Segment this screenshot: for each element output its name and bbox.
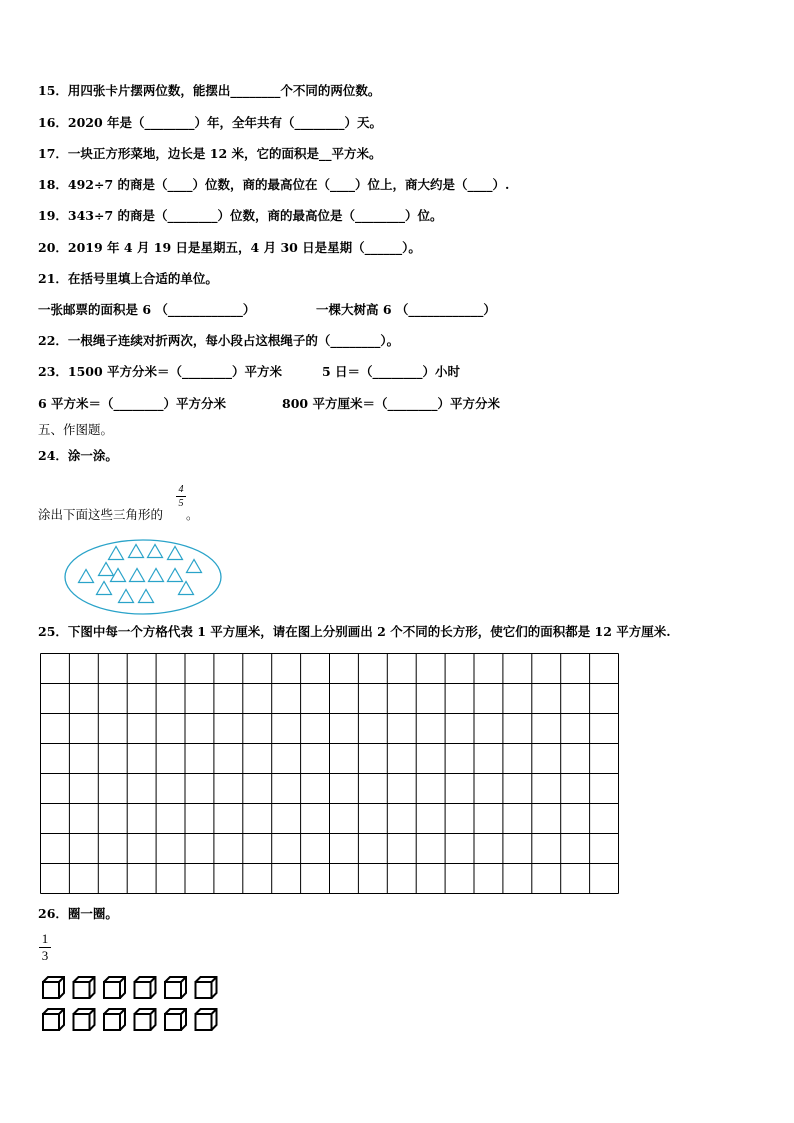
cube-icon <box>165 1009 186 1030</box>
question-25: 25．下图中每一个方格代表 1 平方厘米，请在图上分别画出 2 个不同的长方形，使它们的面积都是 12 平方厘米. <box>38 624 671 639</box>
question-18: 18．492÷7 的商是（____）位数，商的最高位在（____）位上，商大约是（____）. <box>38 177 510 192</box>
question-16: 16．2020 年是（________）年，全年共有（________）天。 <box>38 115 383 130</box>
cube-icon <box>196 1009 217 1030</box>
triangle-shape <box>130 569 145 582</box>
fraction-one-third <box>39 932 51 963</box>
question-23-d: 800 平方厘米＝（________）平方分米 <box>282 396 500 411</box>
question-21-stamp: 一张邮票的面积是 6 （____________） <box>38 302 256 317</box>
cube-icon <box>43 977 64 998</box>
question-23-a: 23．1500 平方分米＝（________）平方米 <box>38 364 283 379</box>
fraction-denominator: 5 <box>178 498 184 509</box>
question-22: 22．一根绳子连续对折两次，每小段占这根绳子的（________）。 <box>38 333 400 348</box>
question-24: 24．涂一涂。 <box>38 448 118 463</box>
cube-icon <box>165 977 186 998</box>
question-23-b: 5 日＝（________）小时 <box>322 364 461 379</box>
question-24-text: 涂出下面这些三角形的 <box>38 507 164 522</box>
fraction-numerator: 1 <box>41 931 49 946</box>
question-15: 15．用四张卡片摆两位数，能摆出________个不同的两位数。 <box>38 83 381 98</box>
triangle-shape <box>187 560 202 573</box>
cube-icon <box>104 977 125 998</box>
triangle-shape <box>149 569 164 582</box>
question-19: 19．343÷7 的商是（________）位数，商的最高位是（________）位。 <box>38 208 443 223</box>
square-grid[interactable] <box>40 653 620 895</box>
question-21-tree: 一棵大树高 6 （____________） <box>316 302 496 317</box>
cube-figure <box>40 975 230 1035</box>
cube-icon <box>74 1009 95 1030</box>
fraction-bar <box>176 496 186 497</box>
cube-icon <box>43 1009 64 1030</box>
fraction-four-fifths <box>176 484 186 509</box>
triangle-shape <box>119 590 134 603</box>
triangle-shape <box>139 590 154 603</box>
triangle-ellipse-figure <box>64 538 224 616</box>
fraction-denominator: 3 <box>41 948 49 963</box>
triangle-shape <box>168 569 183 582</box>
triangle-shape <box>129 545 144 558</box>
cube-icon <box>74 977 95 998</box>
fraction-numerator: 4 <box>178 484 184 495</box>
question-17: 17．一块正方形菜地，边长是 12 米，它的面积是__平方米。 <box>38 146 382 161</box>
question-20: 20．2019 年 4 月 19 日是星期五，4 月 30 日是星期（______）。 <box>38 240 421 255</box>
question-24-period: 。 <box>186 507 199 522</box>
cube-icon <box>196 977 217 998</box>
triangle-shape <box>179 582 194 595</box>
triangle-shape <box>148 545 163 558</box>
triangle-shape <box>79 570 94 583</box>
cube-icon <box>104 1009 125 1030</box>
triangle-shape <box>109 547 124 560</box>
triangle-shape <box>168 547 183 560</box>
section-title-5: 五、作图题。 <box>38 422 114 437</box>
cube-icon <box>135 1009 156 1030</box>
cube-icon <box>135 977 156 998</box>
triangle-shape <box>99 563 114 576</box>
question-21: 21．在括号里填上合适的单位。 <box>38 271 218 286</box>
triangle-shape <box>97 582 112 595</box>
question-26: 26．圈一圈。 <box>38 906 118 921</box>
question-23-c: 6 平方米＝（________）平方分米 <box>38 396 227 411</box>
